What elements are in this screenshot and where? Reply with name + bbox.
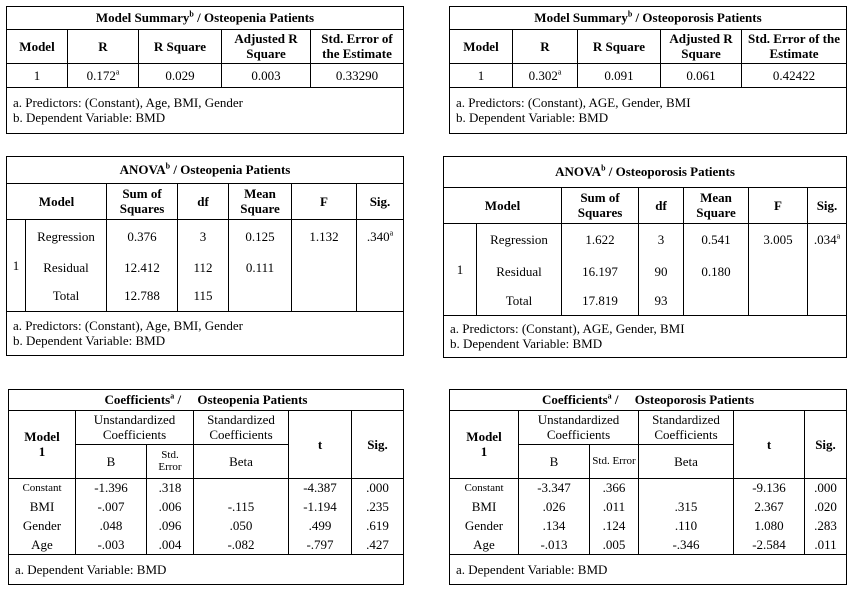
cell-ss: 17.819 <box>562 287 639 315</box>
table-row <box>7 253 403 281</box>
table-row <box>7 219 403 253</box>
cell-se: .096 <box>147 516 194 535</box>
cell-sig: .011 <box>805 535 847 554</box>
coefficients-osteoporosis-table <box>450 390 846 584</box>
model-summary-osteopenia-table <box>7 7 403 133</box>
cell-ms <box>684 287 749 315</box>
cell-f: 1.132 <box>292 219 357 253</box>
table-footnote <box>444 315 846 357</box>
col-header-model: Model <box>444 187 562 223</box>
cell-f <box>292 253 357 281</box>
cell-t: -9.136 <box>734 478 805 497</box>
cell-b: -3.347 <box>519 478 590 497</box>
col-header-adjusted-r-square: Adjusted R Square <box>661 29 742 63</box>
table-title: ANOVA$^b$ / Osteopenia Patients <box>7 157 403 183</box>
cell-f <box>292 281 357 311</box>
col-header-f: F <box>749 187 808 223</box>
col-header-beta: Beta <box>639 444 734 478</box>
cell-ss: 16.197 <box>562 255 639 287</box>
cell-sig: .000 <box>805 478 847 497</box>
table-row <box>9 497 403 516</box>
anova-osteopenia <box>6 156 404 356</box>
table-row <box>444 255 846 287</box>
table-row <box>444 287 846 315</box>
cell-df: 112 <box>178 253 229 281</box>
col-header-df: df <box>639 187 684 223</box>
col-header-t: t <box>289 410 352 478</box>
cell-f: 3.005 <box>749 223 808 255</box>
table-footnote <box>450 87 846 133</box>
col-header-r-square: R Square <box>139 29 222 63</box>
cell-b: -.003 <box>76 535 147 554</box>
col-header-model: Model <box>7 29 68 63</box>
col-header-sig: Sig. <box>808 187 847 223</box>
cell-f <box>749 287 808 315</box>
table-title: ANOVA$^b$ / Osteoporosis Patients <box>444 157 846 187</box>
cell-sig <box>808 255 847 287</box>
cell-se: .366 <box>590 478 639 497</box>
col-header-model: Model 1 <box>9 410 76 478</box>
row-label-constant: Constant <box>9 478 76 497</box>
anova-osteoporosis-table <box>444 157 846 357</box>
row-label-age: Age <box>9 535 76 554</box>
col-header-sig: Sig. <box>357 183 404 219</box>
cell-r: 0.302$^a$ <box>513 63 578 87</box>
col-header-std-error: Std. Error <box>590 444 639 478</box>
cell-ss: 1.622 <box>562 223 639 255</box>
footnote-a: a. Predictors: (Constant), Age, BMI, Gender <box>13 318 243 334</box>
row-label-total: Total <box>477 287 562 315</box>
footnote-b: b. Dependent Variable: BMD <box>456 110 609 126</box>
cell-se: .011 <box>590 497 639 516</box>
cell-beta: -.082 <box>194 535 289 554</box>
col-header-sig: Sig. <box>352 410 404 478</box>
coefficients-osteopenia <box>8 389 404 585</box>
coefficients-osteoporosis <box>449 389 847 585</box>
cell-se: .005 <box>590 535 639 554</box>
row-label-age: Age <box>450 535 519 554</box>
col-header-beta: Beta <box>194 444 289 478</box>
cell-r-square: 0.091 <box>578 63 661 87</box>
table-footnote <box>7 87 403 133</box>
col-header-df: df <box>178 183 229 219</box>
table-footnote <box>7 311 403 355</box>
col-header-std-error: Std. Error of the Estimate <box>742 29 847 63</box>
cell-t: -.797 <box>289 535 352 554</box>
model-summary-osteoporosis <box>449 6 847 134</box>
cell-sig: .283 <box>805 516 847 535</box>
table-row <box>9 535 403 554</box>
footnote-a: a. Predictors: (Constant), AGE, Gender, BMI <box>450 321 685 337</box>
table-row <box>450 497 846 516</box>
col-header-adjusted-r-square: Adjusted R Square <box>222 29 311 63</box>
table-title: Coefficients$^a$ / Osteopenia Patients <box>9 390 403 410</box>
col-header-standardized: Standardized Coefficients <box>194 410 289 444</box>
cell-b: -.013 <box>519 535 590 554</box>
row-label-bmi: BMI <box>9 497 76 516</box>
col-header-f: F <box>292 183 357 219</box>
row-label-residual: Residual <box>477 255 562 287</box>
col-header-unstandardized: Unstandardized Coefficients <box>519 410 639 444</box>
col-header-model: Model <box>7 183 107 219</box>
table-row <box>7 63 403 87</box>
table-footnote: a. Dependent Variable: BMD <box>9 554 403 584</box>
cell-beta: -.346 <box>639 535 734 554</box>
col-header-unstandardized: Unstandardized Coefficients <box>76 410 194 444</box>
col-header-r-square: R Square <box>578 29 661 63</box>
cell-sig <box>357 253 404 281</box>
cell-t: -4.387 <box>289 478 352 497</box>
col-header-standardized: Standardized Coefficients <box>639 410 734 444</box>
footnote-b: b. Dependent Variable: BMD <box>13 333 166 349</box>
cell-sig: .034$^a$ <box>808 223 847 255</box>
cell-beta <box>639 478 734 497</box>
cell-se: .318 <box>147 478 194 497</box>
cell-ss: 0.376 <box>107 219 178 253</box>
cell-sig: .000 <box>352 478 404 497</box>
model-summary-osteopenia <box>6 6 404 134</box>
cell-sig: .020 <box>805 497 847 516</box>
col-header-std-error: Std. Error <box>147 444 194 478</box>
cell-r-square: 0.029 <box>139 63 222 87</box>
cell-beta: -.115 <box>194 497 289 516</box>
cell-adjusted: 0.061 <box>661 63 742 87</box>
table-row <box>9 516 403 535</box>
col-header-b: B <box>519 444 590 478</box>
row-label-gender: Gender <box>450 516 519 535</box>
col-header-sum-of-squares: Sum of Squares <box>107 183 178 219</box>
cell-df: 115 <box>178 281 229 311</box>
model-summary-osteoporosis-table <box>450 7 846 133</box>
cell-t: 2.367 <box>734 497 805 516</box>
cell-t: 1.080 <box>734 516 805 535</box>
anova-osteopenia-table <box>7 157 403 355</box>
col-header-model: Model 1 <box>450 410 519 478</box>
cell-sig: .427 <box>352 535 404 554</box>
table-title: Model Summary$^b$ / Osteoporosis Patients <box>450 7 846 29</box>
cell-se: .004 <box>147 535 194 554</box>
col-header-mean-square: Mean Square <box>229 183 292 219</box>
table-row <box>450 516 846 535</box>
table-title: Coefficients$^a$ / Osteoporosis Patients <box>450 390 846 410</box>
col-header-mean-square: Mean Square <box>684 187 749 223</box>
col-header-b: B <box>76 444 147 478</box>
col-header-sig: Sig. <box>805 410 847 478</box>
row-label-constant: Constant <box>450 478 519 497</box>
cell-b: -1.396 <box>76 478 147 497</box>
col-header-sum-of-squares: Sum of Squares <box>562 187 639 223</box>
cell-ms: 0.111 <box>229 253 292 281</box>
table-title: Model Summary$^b$ / Osteopenia Patients <box>7 7 403 29</box>
cell-se: .124 <box>590 516 639 535</box>
anova-osteoporosis <box>443 156 847 358</box>
col-header-r: R <box>513 29 578 63</box>
footnote-b: b. Dependent Variable: BMD <box>450 336 603 352</box>
row-label-regression: Regression <box>477 223 562 255</box>
row-label-total: Total <box>26 281 107 311</box>
cell-model-number: 1 <box>7 219 26 311</box>
cell-sig: .235 <box>352 497 404 516</box>
cell-b: .026 <box>519 497 590 516</box>
cell-r: 0.172$^a$ <box>68 63 139 87</box>
cell-adjusted: 0.003 <box>222 63 311 87</box>
col-header-model: Model <box>450 29 513 63</box>
cell-t: -2.584 <box>734 535 805 554</box>
cell-df: 90 <box>639 255 684 287</box>
coefficients-osteopenia-table <box>9 390 403 584</box>
cell-f <box>749 255 808 287</box>
table-row <box>444 223 846 255</box>
table-row <box>450 63 846 87</box>
cell-ms: 0.180 <box>684 255 749 287</box>
col-header-t: t <box>734 410 805 478</box>
cell-ms: 0.541 <box>684 223 749 255</box>
cell-beta: .110 <box>639 516 734 535</box>
table-row <box>450 478 846 497</box>
cell-b: .134 <box>519 516 590 535</box>
cell-std-error: 0.42422 <box>742 63 847 87</box>
cell-ss: 12.788 <box>107 281 178 311</box>
cell-beta: .050 <box>194 516 289 535</box>
cell-sig: .619 <box>352 516 404 535</box>
cell-model: 1 <box>7 63 68 87</box>
cell-ms <box>229 281 292 311</box>
footnote-a: a. Predictors: (Constant), Age, BMI, Gender <box>13 95 243 111</box>
row-label-residual: Residual <box>26 253 107 281</box>
row-label-regression: Regression <box>26 219 107 253</box>
table-row <box>450 535 846 554</box>
cell-ms: 0.125 <box>229 219 292 253</box>
table-footnote: a. Dependent Variable: BMD <box>450 554 846 584</box>
cell-model-number: 1 <box>444 223 477 315</box>
table-row <box>7 281 403 311</box>
cell-ss: 12.412 <box>107 253 178 281</box>
cell-sig <box>357 281 404 311</box>
footnote-a: a. Predictors: (Constant), AGE, Gender, BMI <box>456 95 691 111</box>
cell-t: .499 <box>289 516 352 535</box>
cell-b: -.007 <box>76 497 147 516</box>
footnote-b: b. Dependent Variable: BMD <box>13 110 166 126</box>
cell-df: 3 <box>178 219 229 253</box>
cell-b: .048 <box>76 516 147 535</box>
col-header-r: R <box>68 29 139 63</box>
cell-df: 3 <box>639 223 684 255</box>
cell-t: -1.194 <box>289 497 352 516</box>
row-label-gender: Gender <box>9 516 76 535</box>
col-header-std-error: Std. Error of the Estimate <box>311 29 404 63</box>
cell-beta: .315 <box>639 497 734 516</box>
cell-model: 1 <box>450 63 513 87</box>
cell-beta <box>194 478 289 497</box>
cell-se: .006 <box>147 497 194 516</box>
cell-sig <box>808 287 847 315</box>
cell-df: 93 <box>639 287 684 315</box>
cell-sig: .340$^a$ <box>357 219 404 253</box>
row-label-bmi: BMI <box>450 497 519 516</box>
table-row <box>9 478 403 497</box>
cell-std-error: 0.33290 <box>311 63 404 87</box>
